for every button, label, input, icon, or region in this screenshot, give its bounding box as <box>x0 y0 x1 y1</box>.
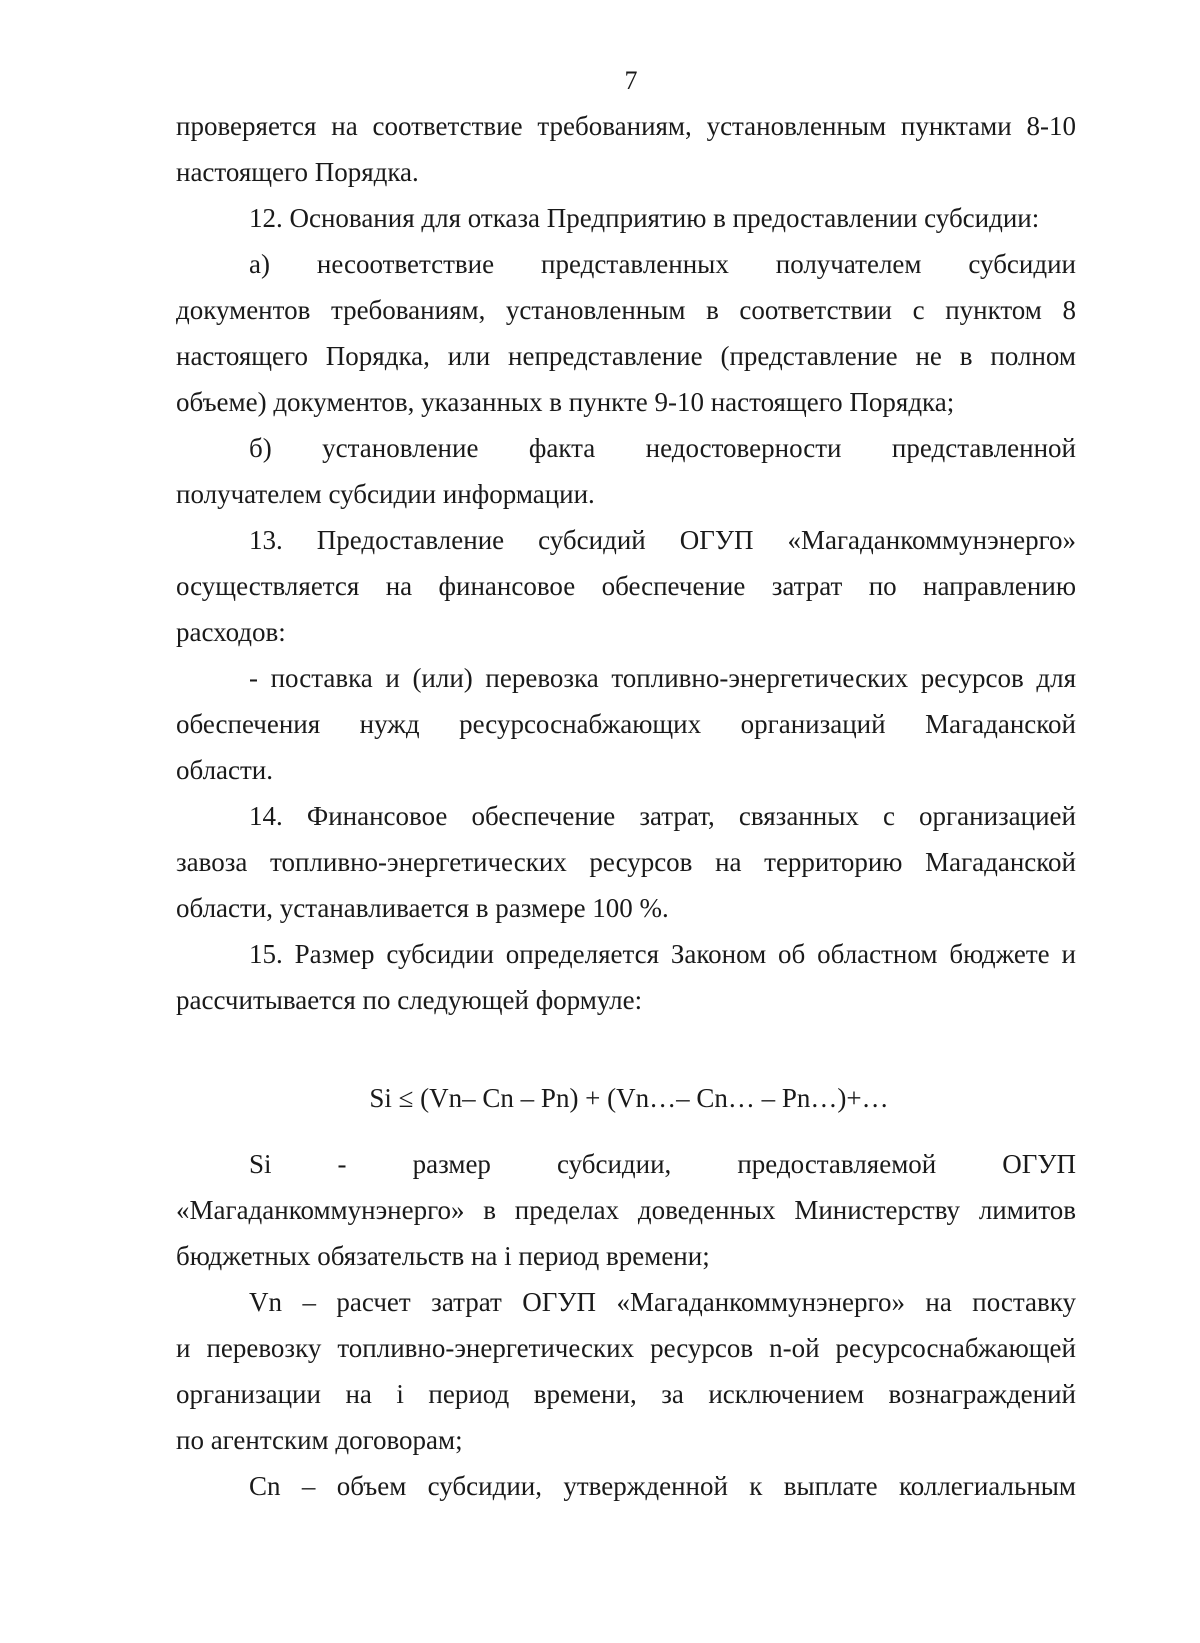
text-line: настоящего Порядка. <box>176 157 419 187</box>
text-line: объеме) документов, указанных в пункте 9-10 настоящего Порядка; <box>176 387 955 417</box>
text-line: области. <box>176 755 274 785</box>
text-line: рассчитывается по следующей формуле: <box>176 985 643 1015</box>
text-line: завоза топливно-энергетических ресурсов на территорию Магаданской <box>176 847 1076 877</box>
text-line: а) несоответствие представленных получателем субсидии <box>249 249 1076 279</box>
text-line: проверяется на соответствие требованиям, установленным пунктами 8-10 <box>176 111 1076 141</box>
text-line: «Магаданкоммунэнерго» в пределах доведенных Министерству лимитов <box>176 1195 1076 1225</box>
text-line: и перевозку топливно-энергетических ресурсов n-ой ресурсоснабжающей <box>176 1333 1076 1363</box>
definition-vn: Vn – расчет затрат ОГУП «Магаданкоммунэнерго» на поставку <box>249 1287 1076 1317</box>
text-line: обеспечения нужд ресурсоснабжающих организаций Магаданской <box>176 709 1076 739</box>
text-line: расходов: <box>176 617 286 647</box>
text-line: б) установление факта недостоверности представленной <box>249 433 1076 463</box>
definition-cn: Cn – объем субсидии, утвержденной к выплате коллегиальным <box>249 1471 1076 1501</box>
text-line: бюджетных обязательств на i период времени; <box>176 1241 710 1271</box>
text-line: документов требованиям, установленным в соответствии с пунктом 8 <box>176 295 1076 325</box>
subsidy-formula: Si ≤ (Vn– Cn – Pn) + (Vn…– Cn… – Pn…)+… <box>369 1083 889 1113</box>
text-line: области, устанавливается в размере 100 %. <box>176 893 669 923</box>
text-line: организации на i период времени, за исключением вознаграждений <box>176 1379 1076 1409</box>
paragraph-12-heading: 12. Основания для отказа Предприятию в предоставлении субсидии: <box>249 203 1040 233</box>
definition-si: Si - размер субсидии, предоставляемой ОГУП <box>249 1149 1076 1179</box>
paragraph-14-heading: 14. Финансовое обеспечение затрат, связанных с организацией <box>249 801 1076 831</box>
text-line: получателем субсидии информации. <box>176 479 595 509</box>
paragraph-13-heading: 13. Предоставление субсидий ОГУП «Магаданкоммунэнерго» <box>249 525 1076 555</box>
text-line: по агентским договорам; <box>176 1425 463 1455</box>
text-line: настоящего Порядка, или непредставление (представление не в полном <box>176 341 1076 371</box>
text-line: - поставка и (или) перевозка топливно-энергетических ресурсов для <box>249 663 1076 693</box>
text-line: осуществляется на финансовое обеспечение затрат по направлению <box>176 571 1076 601</box>
paragraph-15-heading: 15. Размер субсидии определяется Законом об областном бюджете и <box>249 939 1076 969</box>
page-number: 7 <box>624 66 638 95</box>
